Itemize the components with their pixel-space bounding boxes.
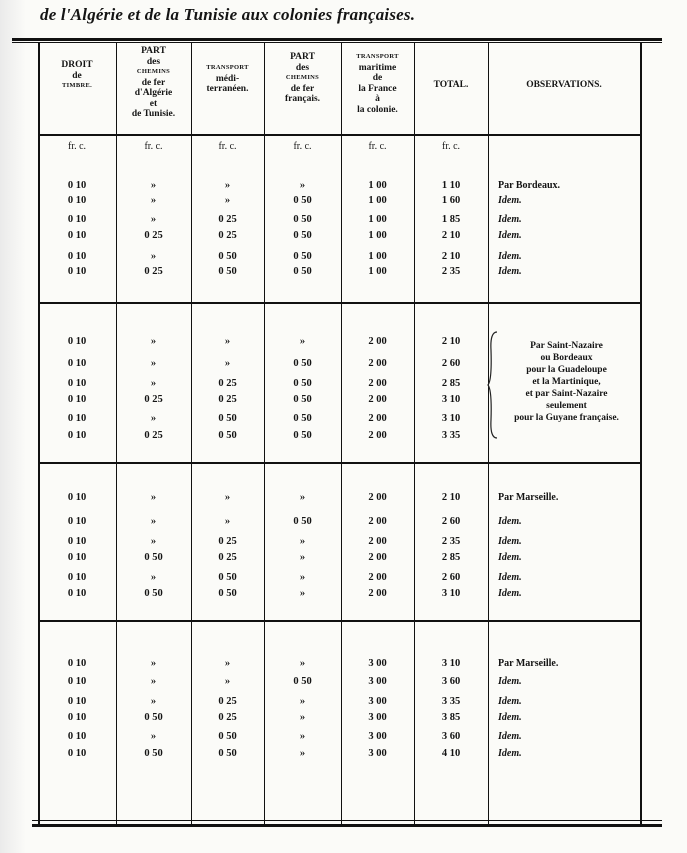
table-cell: 2 10 <box>441 230 461 241</box>
column-header-line: médi- <box>215 73 240 84</box>
table-cell: 0 50 <box>293 251 312 262</box>
column-header-part_fr <box>264 52 341 105</box>
unit-label: fr. c. <box>144 141 163 152</box>
table-cell: » <box>299 336 306 347</box>
table-cell: » <box>150 536 157 547</box>
table-cell: » <box>299 572 306 583</box>
table-cell: 3 85 <box>441 712 461 723</box>
table-cell: 2 10 <box>441 251 461 262</box>
table-cell: 0 10 <box>67 251 87 262</box>
table-cell: 3 60 <box>441 731 461 742</box>
table-cell: 3 10 <box>441 588 461 599</box>
table-cell: 2 00 <box>368 552 387 563</box>
table-cell: 0 25 <box>218 696 237 707</box>
table-cell: » <box>299 712 306 723</box>
table-cell: 0 10 <box>67 413 87 424</box>
column-header-line: des <box>146 56 161 67</box>
table-cell: 0 50 <box>293 430 312 441</box>
table-cell: » <box>224 336 231 347</box>
table-cell: » <box>224 180 231 191</box>
table-cell: » <box>299 588 306 599</box>
table-cell: 3 00 <box>368 731 387 742</box>
column-header-line: PART <box>141 46 166 56</box>
table-cell: 0 10 <box>67 516 87 527</box>
observation-line: et par Saint-Nazaire <box>525 389 608 399</box>
table-cell: 3 60 <box>441 676 461 687</box>
table-cell: » <box>299 552 306 563</box>
table-cell: 2 00 <box>368 492 387 503</box>
observation-line: Par Saint-Nazaire <box>530 341 603 351</box>
table-cell: 2 35 <box>441 536 461 547</box>
table-cell: 1 00 <box>368 195 387 206</box>
observation-text: Par Marseille. <box>498 658 559 669</box>
table-cell: 0 25 <box>218 536 237 547</box>
column-header-transport_mar <box>341 52 414 115</box>
column-header-line: la France <box>358 83 397 94</box>
table-cell: 2 00 <box>368 358 387 369</box>
table-cell: 0 50 <box>293 394 312 405</box>
table-cell: 0 50 <box>144 552 163 563</box>
table-cell: 3 10 <box>441 394 461 405</box>
observation-text: Par Marseille. <box>498 492 559 503</box>
table-cell: » <box>224 658 231 669</box>
table-cell: 3 00 <box>368 676 387 687</box>
column-header-line: TIMBRE. <box>61 82 93 89</box>
observation-text: Idem. <box>498 516 522 527</box>
table-cell: » <box>150 516 157 527</box>
column-header-line: maritime <box>358 62 397 73</box>
column-header-line: de <box>372 73 383 83</box>
table-cell: 0 50 <box>144 712 163 723</box>
scan-edge-shadow <box>0 0 26 853</box>
table-cell: » <box>224 492 231 503</box>
column-header-line: TRANSPORT <box>206 64 249 71</box>
table-cell: » <box>150 492 157 503</box>
table-cell: 0 50 <box>293 516 312 527</box>
table-cell: » <box>299 696 306 707</box>
column-header-droit <box>38 60 116 92</box>
unit-label: fr. c. <box>441 141 461 152</box>
table-cell: 3 00 <box>368 658 387 669</box>
table-cell: 2 60 <box>441 358 461 369</box>
table-cell: » <box>150 195 157 206</box>
table-cell: 0 25 <box>218 394 237 405</box>
table-cell: 0 10 <box>67 572 87 583</box>
table-cell: » <box>299 748 306 759</box>
table-cell: 0 50 <box>218 748 237 759</box>
column-header-line: OBSERVATIONS. <box>526 80 602 90</box>
section-divider <box>38 620 640 622</box>
table-cell: 3 00 <box>368 748 387 759</box>
table-cell: 0 50 <box>144 588 163 599</box>
table-cell: » <box>150 413 157 424</box>
header-bottom-rule <box>38 134 640 136</box>
column-header-line: français. <box>284 94 321 104</box>
column-header-line: CHEMINS <box>136 68 171 75</box>
observation-text: Idem. <box>498 214 522 225</box>
table-cell: 0 10 <box>67 195 87 206</box>
table-cell: 2 10 <box>441 336 461 347</box>
observation-text: Idem. <box>498 712 522 723</box>
table-cell: 2 85 <box>441 552 461 563</box>
table-cell: 3 00 <box>368 712 387 723</box>
observation-text: Idem. <box>498 696 522 707</box>
table-cell: 2 00 <box>368 394 387 405</box>
table-cell: 0 10 <box>67 180 87 191</box>
table-cell: 3 35 <box>441 430 461 441</box>
table-cell: 1 00 <box>368 251 387 262</box>
column-header-line: PART <box>290 52 315 62</box>
table-cell: » <box>224 516 231 527</box>
column-header-line: d'Algérie <box>134 88 173 98</box>
table-cell: 3 35 <box>441 696 461 707</box>
table-cell: 0 10 <box>67 336 87 347</box>
column-header-line: des <box>295 62 310 73</box>
table-cell: 0 50 <box>293 230 312 241</box>
column-header-line: TOTAL. <box>433 80 469 90</box>
table-cell: 0 10 <box>67 696 87 707</box>
table-cell: 0 10 <box>67 430 87 441</box>
table-cell: » <box>224 195 231 206</box>
table-cell: 0 25 <box>144 394 163 405</box>
table-cell: 0 50 <box>218 251 237 262</box>
section-divider <box>38 302 640 304</box>
table-cell: 0 10 <box>67 712 87 723</box>
table-cell: 1 00 <box>368 230 387 241</box>
table-cell: » <box>299 492 306 503</box>
table-cell: 0 25 <box>144 266 163 277</box>
table-cell: 0 50 <box>144 748 163 759</box>
observation-text: Idem. <box>498 731 522 742</box>
table-cell: 0 50 <box>218 588 237 599</box>
table-cell: 0 10 <box>67 266 87 277</box>
table-cell: 3 10 <box>441 658 461 669</box>
table-cell: » <box>299 658 306 669</box>
table-cell: 0 10 <box>67 230 87 241</box>
observation-text: Idem. <box>498 552 522 563</box>
table-cell: 2 00 <box>368 336 387 347</box>
table-cell: » <box>299 180 306 191</box>
table-cell: 0 10 <box>67 748 87 759</box>
column-header-line: TRANSPORT <box>356 53 399 60</box>
table-cell: 0 50 <box>293 413 312 424</box>
table-cell: » <box>299 731 306 742</box>
observation-text: Idem. <box>498 266 522 277</box>
page-title: de l'Algérie et de la Tunisie aux colonies françaises. <box>40 5 416 24</box>
table-cell: 0 50 <box>218 572 237 583</box>
observation-text: Idem. <box>498 748 522 759</box>
table-cell: 0 10 <box>67 536 87 547</box>
table-cell: 0 50 <box>293 195 312 206</box>
table-cell: 0 25 <box>144 230 163 241</box>
table-right-rule <box>640 42 642 824</box>
column-header-line: et <box>149 98 158 109</box>
table-cell: 1 10 <box>441 180 461 191</box>
column-header-transport_med <box>191 63 264 95</box>
table-cell: 0 10 <box>67 588 87 599</box>
table-cell: 0 50 <box>293 266 312 277</box>
column-header-line: CHEMINS <box>285 74 320 81</box>
table-cell: 0 25 <box>218 712 237 723</box>
table-cell: 2 10 <box>441 492 461 503</box>
column-header-line: terranéen. <box>206 84 249 94</box>
section-divider <box>38 462 640 464</box>
table-cell: 0 50 <box>218 266 237 277</box>
table-cell: 0 10 <box>67 731 87 742</box>
table-cell: 0 10 <box>67 394 87 405</box>
table-cell: 1 60 <box>441 195 461 206</box>
table-cell: » <box>224 676 231 687</box>
table-cell: 2 60 <box>441 572 461 583</box>
table-cell: » <box>150 358 157 369</box>
table-bottom-rule-thin <box>32 820 662 821</box>
table-cell: » <box>150 378 157 389</box>
table-top-rule <box>12 38 662 41</box>
table-cell: 0 25 <box>218 378 237 389</box>
table-cell: 0 25 <box>218 230 237 241</box>
table-cell: 0 50 <box>218 430 237 441</box>
unit-label: fr. c. <box>368 141 387 152</box>
table-cell: 0 50 <box>293 676 312 687</box>
observation-text: Idem. <box>498 588 522 599</box>
observation-line: pour la Guadeloupe <box>526 365 607 375</box>
table-cell: » <box>150 572 157 583</box>
table-cell: 2 00 <box>368 413 387 424</box>
table-cell: 0 10 <box>67 492 87 503</box>
table-cell: » <box>150 731 157 742</box>
column-header-line: à <box>375 94 380 104</box>
table-cell: 2 00 <box>368 536 387 547</box>
column-header-line: la colonie. <box>357 104 398 115</box>
observation-line: seulement <box>546 401 587 411</box>
table-cell: 0 25 <box>218 214 237 225</box>
table-cell: » <box>224 358 231 369</box>
table-cell: 0 50 <box>218 413 237 424</box>
column-header-line: de fer <box>290 83 315 94</box>
table-bottom-rule <box>32 824 662 827</box>
observation-text: Par Bordeaux. <box>498 180 561 191</box>
table-cell: 1 00 <box>368 266 387 277</box>
table-cell: 3 10 <box>441 413 461 424</box>
table-cell: 0 10 <box>67 378 87 389</box>
column-header-line: DROIT <box>61 60 93 70</box>
table-cell: 2 00 <box>368 572 387 583</box>
observation-text: Idem. <box>498 676 522 687</box>
table-cell: 0 10 <box>67 552 87 563</box>
observation-text: Idem. <box>498 251 522 262</box>
table-cell: 0 50 <box>293 358 312 369</box>
table-cell: 2 85 <box>441 378 461 389</box>
table-cell: » <box>150 676 157 687</box>
table-cell: 0 10 <box>67 358 87 369</box>
column-header-part_alg <box>116 46 191 120</box>
table-cell: 1 00 <box>368 180 387 191</box>
table-cell: 0 25 <box>218 552 237 563</box>
column-header-line: de Tunisie. <box>131 109 176 119</box>
table-cell: 2 60 <box>441 516 461 527</box>
table-cell: » <box>299 536 306 547</box>
table-cell: 2 00 <box>368 588 387 599</box>
table-cell: » <box>150 180 157 191</box>
observation-block <box>494 340 639 424</box>
table-cell: 2 00 <box>368 378 387 389</box>
observation-line: pour la Guyane française. <box>514 413 619 423</box>
observation-line: et la Martinique, <box>532 377 601 387</box>
observation-text: Idem. <box>498 536 522 547</box>
table-cell: 0 10 <box>67 658 87 669</box>
table-cell: 2 00 <box>368 516 387 527</box>
table-cell: 1 85 <box>441 214 461 225</box>
table-cell: 0 50 <box>293 378 312 389</box>
table-cell: » <box>150 336 157 347</box>
column-header-line: de fer <box>141 77 166 88</box>
observation-text: Idem. <box>498 195 522 206</box>
brace-icon <box>487 330 499 440</box>
unit-label: fr. c. <box>67 141 87 152</box>
observation-line: ou Bordeaux <box>540 353 593 363</box>
table-cell: 2 00 <box>368 430 387 441</box>
observation-text: Idem. <box>498 572 522 583</box>
unit-label: fr. c. <box>293 141 312 152</box>
table-cell: 0 50 <box>218 731 237 742</box>
table-cell: » <box>150 214 157 225</box>
table-cell: 3 00 <box>368 696 387 707</box>
table-cell: » <box>150 696 157 707</box>
table-cell: » <box>150 658 157 669</box>
table-cell: » <box>150 251 157 262</box>
table-cell: 0 10 <box>67 214 87 225</box>
table-cell: 1 00 <box>368 214 387 225</box>
column-header-observations <box>488 80 640 91</box>
observation-text: Idem. <box>498 230 522 241</box>
table-cell: 0 50 <box>293 214 312 225</box>
table-cell: 0 25 <box>144 430 163 441</box>
table-cell: 2 35 <box>441 266 461 277</box>
table-cell: 0 10 <box>67 676 87 687</box>
table-cell: 4 10 <box>441 748 461 759</box>
column-header-total <box>414 80 488 91</box>
table-top-rule-thin <box>12 42 662 43</box>
unit-label: fr. c. <box>218 141 237 152</box>
column-header-line: de <box>72 70 82 81</box>
